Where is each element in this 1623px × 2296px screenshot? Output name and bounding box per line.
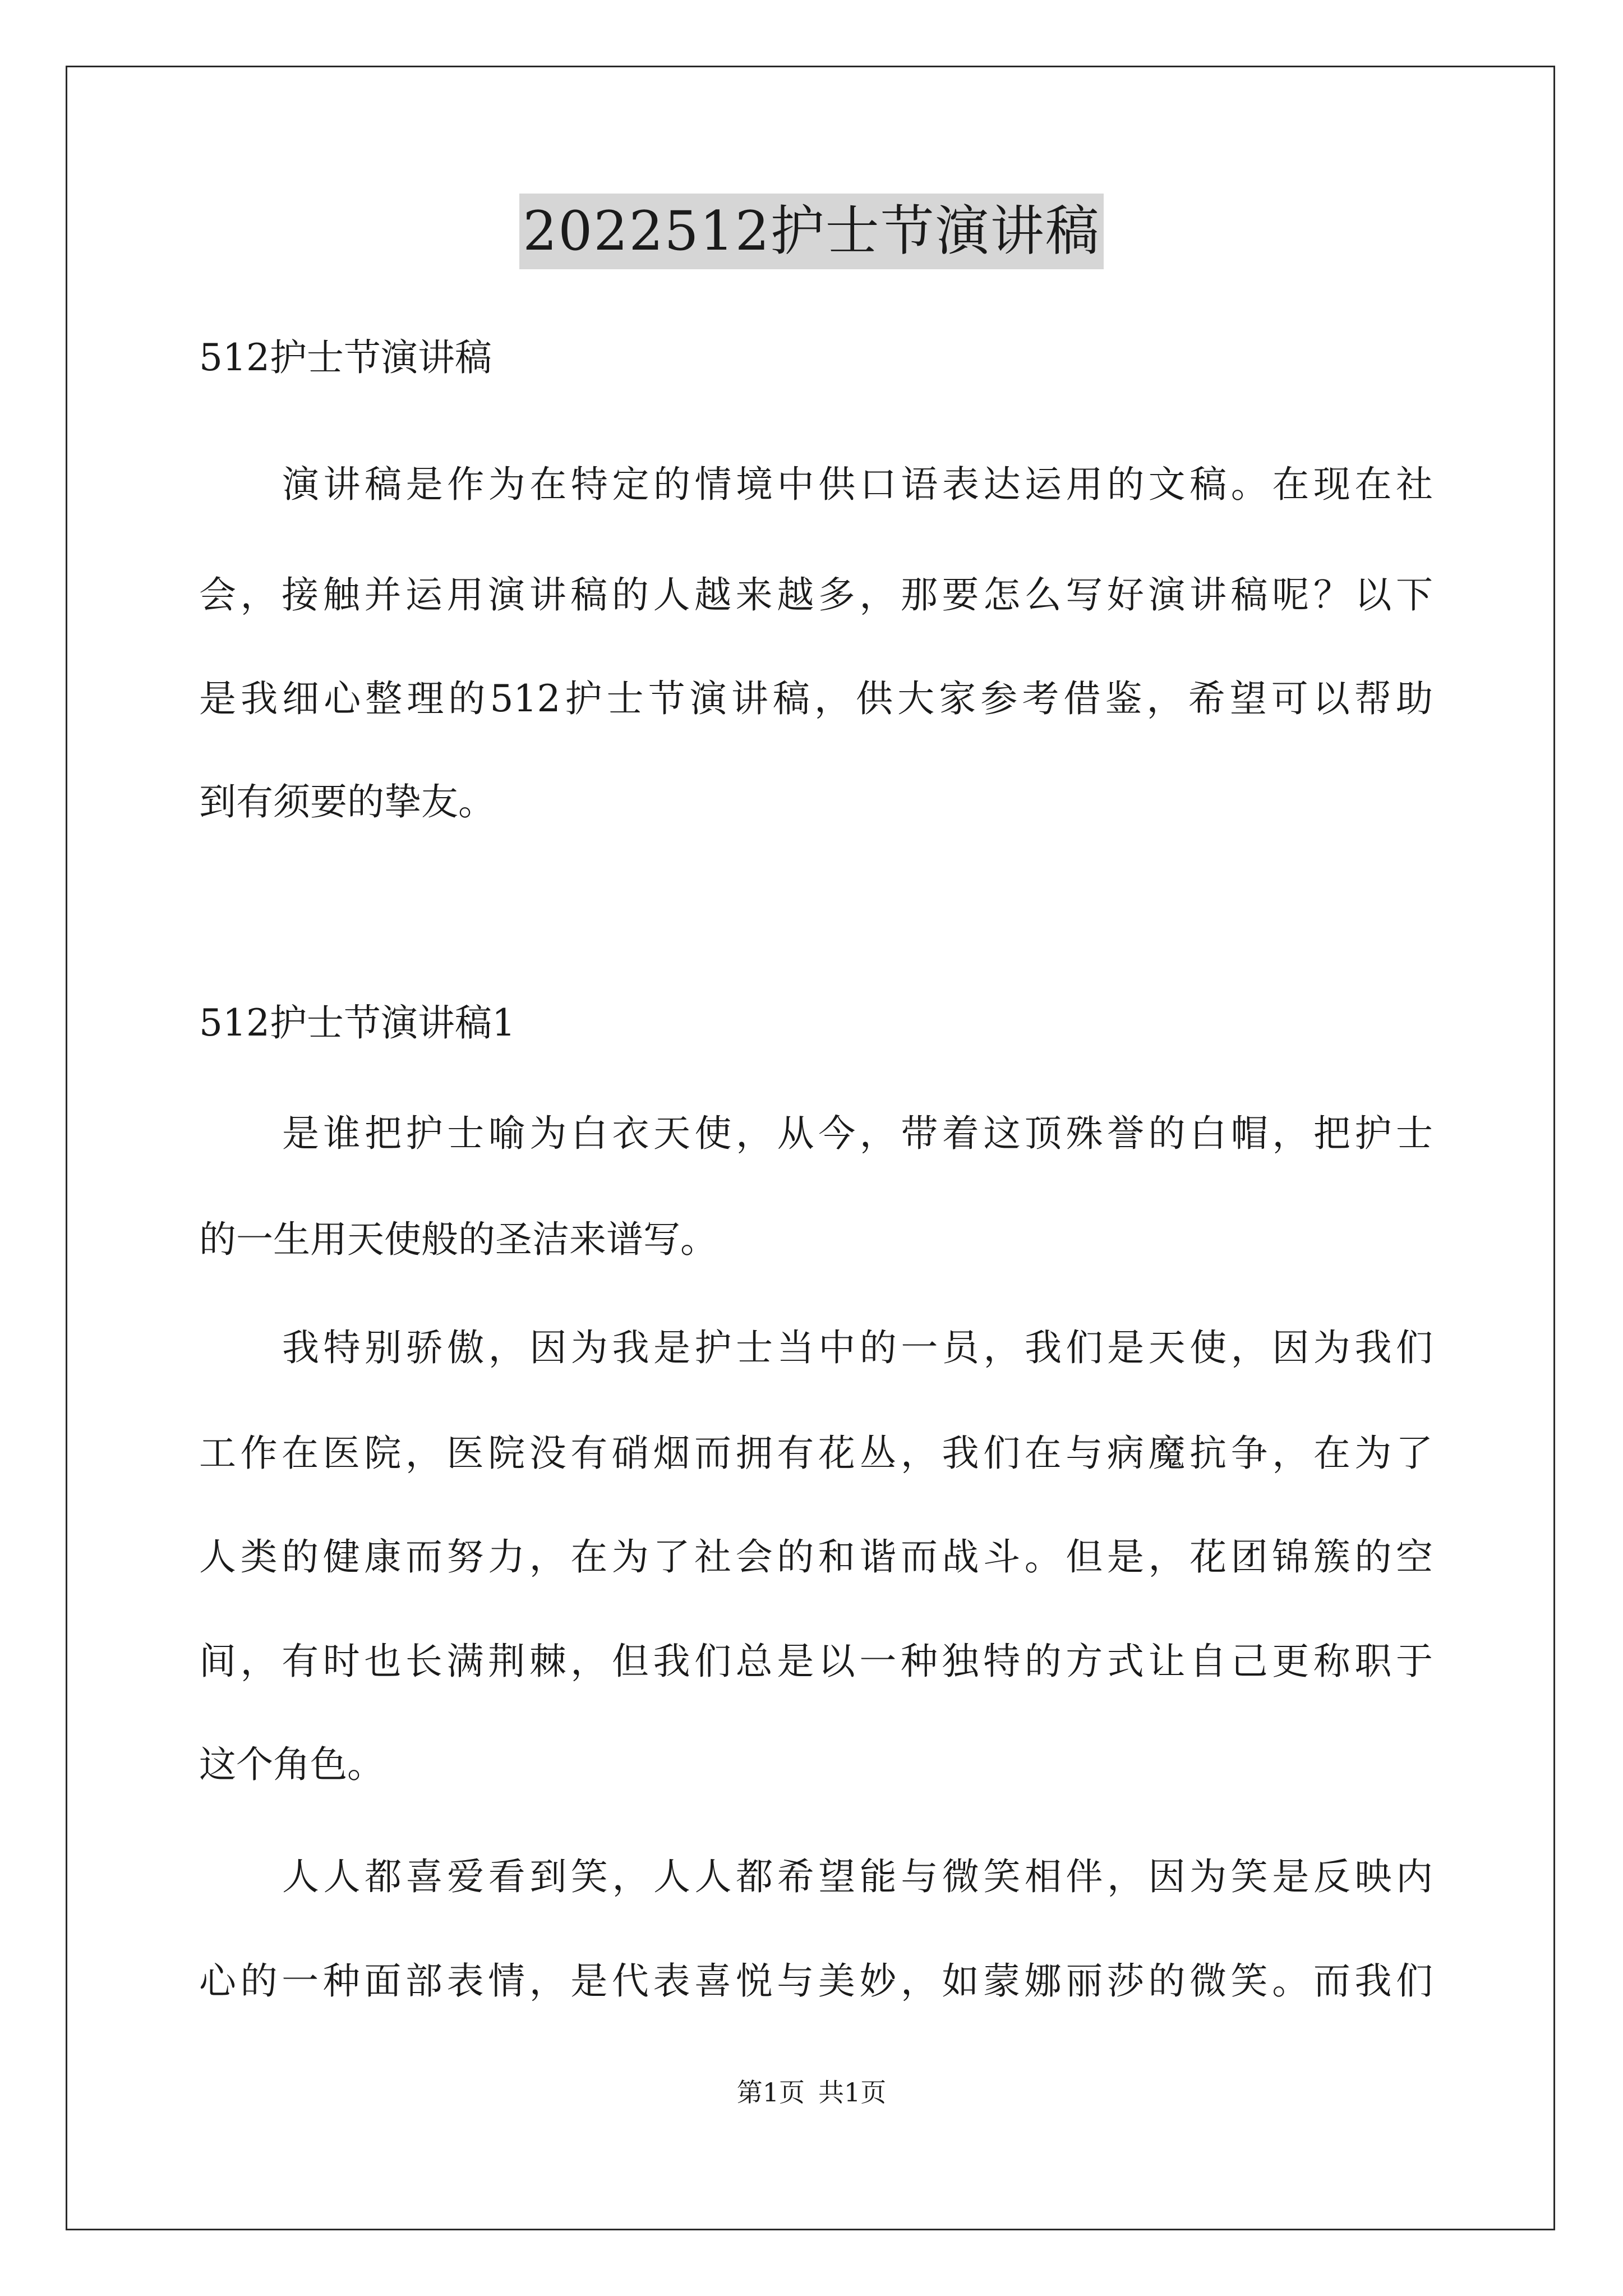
text-line: 演讲稿是作为在特定的情境中供口语表达运用的文稿。在现在社 [282, 463, 1433, 506]
text-line: 间，有时也长满荆棘，但我们总是以一种独特的方式让自己更称职于 [199, 1640, 1433, 1683]
document-title: 2022512护士节演讲稿 [519, 194, 1104, 269]
text-line: 是谁把护士喻为白衣天使，从今，带着这顶殊誉的白帽，把护士 [282, 1112, 1433, 1155]
text-line: 是我细心整理的512护士节演讲稿，供大家参考借鉴，希望可以帮助 [199, 677, 1433, 720]
text-line: 到有须要的挚友。 [199, 780, 495, 823]
text-line: 会，接触并运用演讲稿的人越来越多，那要怎么写好演讲稿呢？以下 [199, 573, 1433, 616]
text-line: 心的一种面部表情，是代表喜悦与美妙，如蒙娜丽莎的微笑。而我们 [199, 1959, 1433, 2003]
page-number: 第1页 [736, 2077, 805, 2108]
page-total: 共1页 [818, 2077, 887, 2108]
text-line: 人类的健康而努力，在为了社会的和谐而战斗。但是，花团锦簇的空 [199, 1535, 1433, 1579]
text-line: 我特别骄傲，因为我是护士当中的一员，我们是天使，因为我们 [282, 1326, 1433, 1369]
text-line: 512护士节演讲稿 [199, 336, 492, 379]
text-line: 的一生用天使般的圣洁来谱写。 [199, 1218, 717, 1261]
text-line: 这个角色。 [199, 1743, 384, 1786]
text-line: 工作在医院，医院没有硝烟而拥有花丛，我们在与病魔抗争，在为了 [199, 1432, 1433, 1475]
text-line: 人人都喜爱看到笑，人人都希望能与微笑相伴，因为笑是反映内 [282, 1855, 1433, 1898]
text-line: 512护士节演讲稿1 [199, 1001, 515, 1045]
title-container [0, 194, 1623, 269]
page-footer [0, 2076, 1623, 2109]
